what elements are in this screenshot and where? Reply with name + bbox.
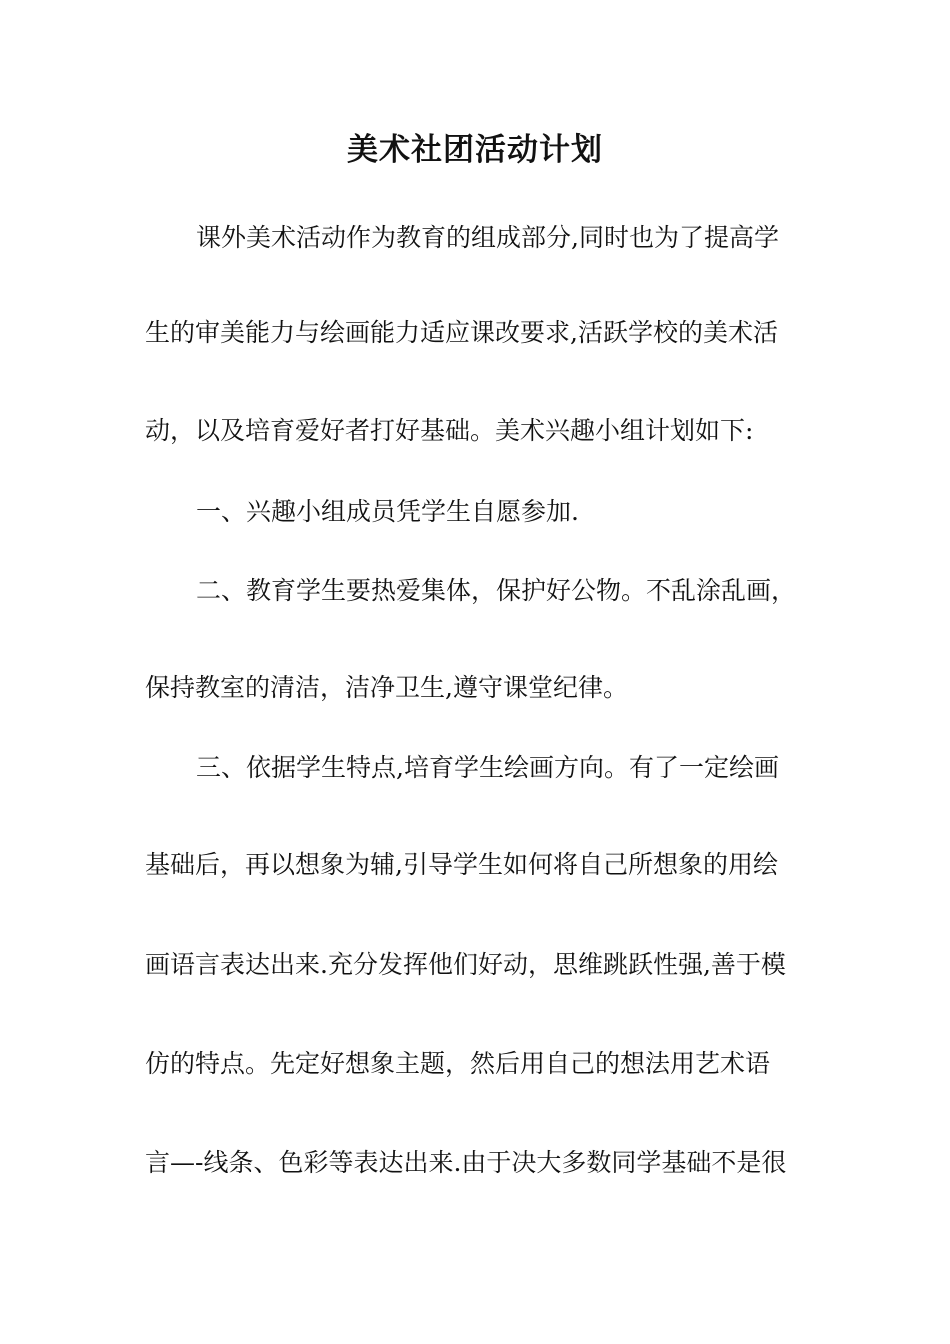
paragraph-line: 课外美术活动作为教育的组成部分,同时也为了提高学 [196,223,779,252]
page-title: 美术社团活动计划 [347,132,603,168]
paragraph-line: 二、教育学生要热爱集体，保护好公物。不乱涂乱画， [196,576,797,605]
paragraph-line: 一、兴趣小组成员凭学生自愿参加. [196,497,579,526]
paragraph-line: 仿的特点。先定好想象主题，然后用自己的想法用艺术语 [145,1049,771,1078]
paragraph-line: 生的审美能力与绘画能力适应课改要求,活跃学校的美术活 [145,318,778,347]
paragraph-line: 画语言表达出来.充分发挥他们好动，思维跳跃性强,善于模 [145,950,786,979]
paragraph-line: 言—-线条、色彩等表达出来.由于决大多数同学基础不是很 [145,1148,787,1177]
paragraph-line: 基础后，再以想象为辅,引导学生如何将自己所想象的用绘 [145,850,778,879]
paragraph-line: 三、依据学生特点,培育学生绘画方向。有了一定绘画 [196,753,779,782]
paragraph-line: 动，以及培育爱好者打好基础。美术兴趣小组计划如下: [145,416,754,445]
paragraph-line: 保持教室的清洁，洁净卫生,遵守课堂纪律。 [145,673,628,702]
